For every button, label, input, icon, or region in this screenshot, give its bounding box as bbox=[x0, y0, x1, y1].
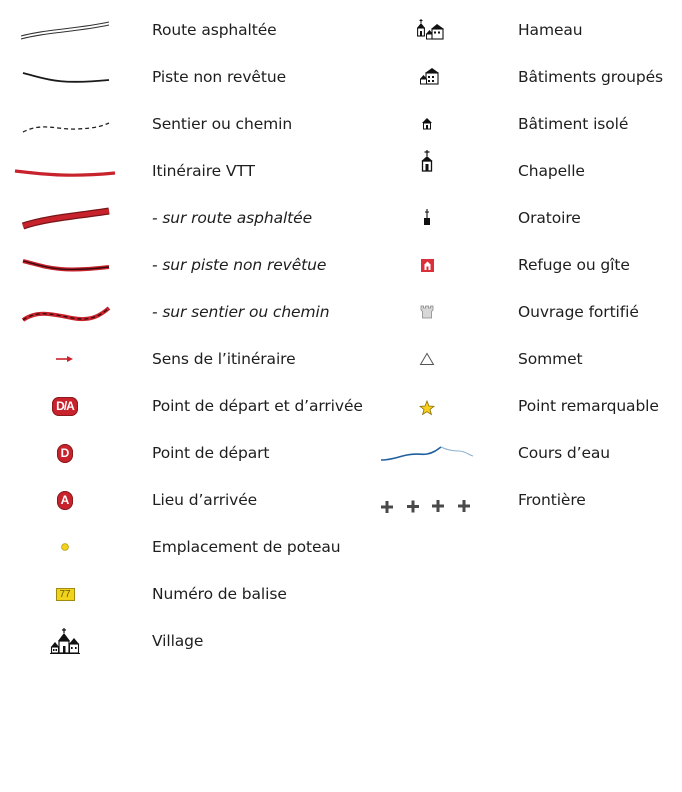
start-finish-badge-icon: D/A bbox=[10, 391, 120, 421]
legend-label: Oratoire bbox=[518, 209, 581, 227]
legend-label: Hameau bbox=[518, 21, 583, 39]
chapel-icon bbox=[372, 148, 482, 174]
red-line-mtb-route-icon bbox=[10, 156, 120, 186]
solid-line-track-icon bbox=[10, 62, 120, 92]
dashed-line-path-icon bbox=[10, 109, 120, 139]
summit-triangle-icon bbox=[372, 344, 482, 374]
legend-label: Ouvrage fortifié bbox=[518, 303, 639, 321]
hamlet-icon bbox=[372, 15, 482, 45]
fortification-icon bbox=[372, 297, 482, 327]
legend-label: Frontière bbox=[518, 491, 586, 509]
legend-label: Itinéraire VTT bbox=[152, 162, 255, 180]
thick-red-line-icon bbox=[10, 203, 120, 233]
river-icon bbox=[372, 438, 482, 468]
red-arrow-icon bbox=[10, 344, 120, 374]
village-icon bbox=[10, 626, 120, 656]
refuge-icon bbox=[372, 250, 482, 280]
legend-label: Sentier ou chemin bbox=[152, 115, 293, 133]
finish-badge-icon: A bbox=[10, 485, 120, 515]
red-black-line-icon bbox=[10, 250, 120, 280]
legend-label: Chapelle bbox=[518, 162, 585, 180]
legend-label: Emplacement de poteau bbox=[152, 538, 341, 556]
legend-label: Sommet bbox=[518, 350, 583, 368]
border-crosses-icon bbox=[372, 485, 482, 515]
red-dashed-line-icon bbox=[10, 297, 120, 327]
legend-label: Cours d’eau bbox=[518, 444, 611, 462]
legend-label: Route asphaltée bbox=[152, 21, 277, 39]
yellow-dot-icon bbox=[10, 532, 120, 568]
oratory-icon bbox=[372, 203, 482, 233]
legend-label: - sur route asphaltée bbox=[152, 209, 313, 227]
legend-label: - sur sentier ou chemin bbox=[152, 303, 330, 321]
legend-label: Lieu d’arrivée bbox=[152, 491, 258, 509]
isolated-building-icon bbox=[372, 109, 482, 139]
grouped-buildings-icon bbox=[372, 62, 482, 92]
start-badge-icon: D bbox=[10, 438, 120, 468]
legend-label: Village bbox=[152, 632, 204, 650]
legend-label: Bâtiment isolé bbox=[518, 115, 629, 133]
marker-number-icon: 77 bbox=[10, 579, 120, 613]
legend-label: Sens de l’itinéraire bbox=[152, 350, 296, 368]
star-icon bbox=[372, 391, 482, 421]
legend-label: Point remarquable bbox=[518, 397, 659, 415]
double-line-road-icon bbox=[10, 15, 120, 45]
legend-label: Bâtiments groupés bbox=[518, 68, 663, 86]
legend-label: Refuge ou gîte bbox=[518, 256, 630, 274]
legend-label: Point de départ bbox=[152, 444, 270, 462]
legend-label: Numéro de balise bbox=[152, 585, 287, 603]
legend-label: - sur piste non revêtue bbox=[152, 256, 327, 274]
legend-label: Point de départ et d’arrivée bbox=[152, 397, 363, 415]
legend-label: Piste non revêtue bbox=[152, 68, 287, 86]
